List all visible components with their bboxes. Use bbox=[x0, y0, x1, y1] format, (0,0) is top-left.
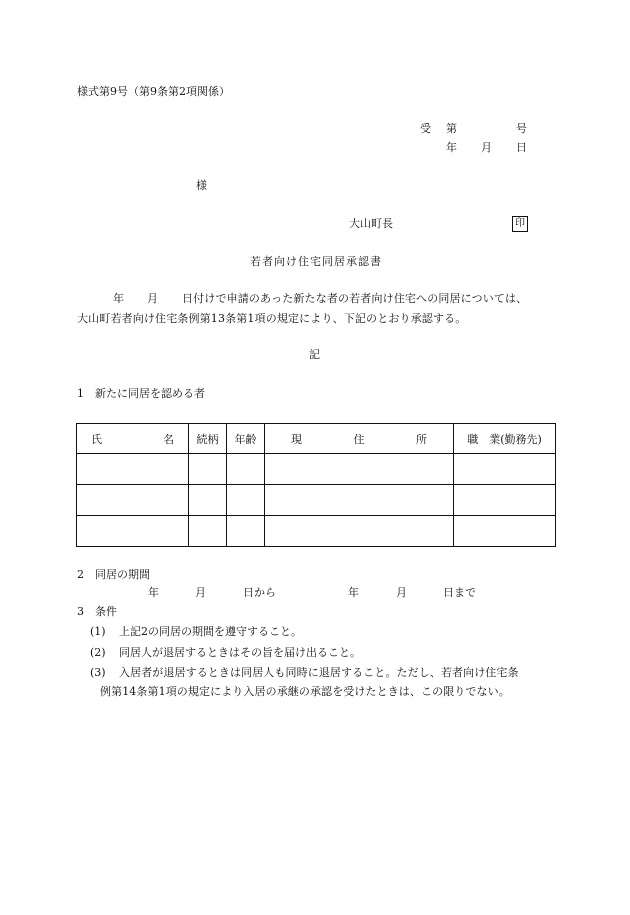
cell-relation[interactable] bbox=[189, 485, 227, 516]
cell-age[interactable] bbox=[227, 454, 265, 485]
ki-heading: 記 bbox=[309, 348, 320, 361]
section-1-number: 1 bbox=[77, 387, 84, 400]
cell-age[interactable] bbox=[227, 516, 265, 547]
condition-3-number: (3) bbox=[90, 666, 106, 679]
body-date-year: 年 bbox=[113, 292, 124, 305]
table-row bbox=[77, 485, 556, 516]
body-line1: 日付けで申請のあった新たな者の若者向け住宅への同居については、 bbox=[182, 292, 528, 305]
cell-occupation[interactable] bbox=[454, 485, 556, 516]
cell-relation[interactable] bbox=[189, 516, 227, 547]
table-header-row bbox=[77, 424, 556, 454]
section-2-label: 同居の期間 bbox=[95, 568, 150, 581]
table-row bbox=[77, 516, 556, 547]
document-title: 若者向け住宅同居承認書 bbox=[250, 255, 382, 268]
condition-3-continuation: 例第14条第1項の規定により入居の承継の承認を受けたときは、この限りでない。 bbox=[100, 685, 510, 698]
period-start-day: 日から bbox=[243, 586, 276, 599]
body-date-month: 月 bbox=[147, 292, 158, 305]
header-occupation: 職 業(勤務先) bbox=[454, 424, 556, 454]
header-address-1: 現 bbox=[291, 432, 302, 446]
cell-occupation[interactable] bbox=[454, 454, 556, 485]
issuer-name: 大山町長 bbox=[349, 217, 393, 230]
cell-relation[interactable] bbox=[189, 454, 227, 485]
section-2-number: 2 bbox=[77, 568, 84, 581]
period-end-day: 日まで bbox=[443, 586, 476, 599]
body-line2: 大山町若者向け住宅条例第13条第1項の規定により、下記のとおり承認する。 bbox=[77, 312, 467, 325]
header-relation: 続柄 bbox=[189, 424, 227, 454]
cell-occupation[interactable] bbox=[454, 516, 556, 547]
header-name-last: 名 bbox=[163, 432, 174, 446]
cohabitant-table bbox=[76, 423, 556, 547]
condition-3-text: 入居者が退居するときは同居人も同時に退居すること。ただし、若者向け住宅条 bbox=[119, 666, 519, 679]
condition-2-text: 同居人が退居するときはその旨を届け出ること。 bbox=[119, 646, 361, 659]
section-1-label: 新たに同居を認める者 bbox=[95, 387, 205, 400]
cell-name[interactable] bbox=[77, 516, 189, 547]
receipt-year: 年 bbox=[446, 141, 457, 154]
header-address bbox=[265, 424, 454, 454]
cell-age[interactable] bbox=[227, 485, 265, 516]
condition-1-text: 上記2の同居の期間を遵守すること。 bbox=[119, 625, 302, 638]
condition-1-number: (1) bbox=[90, 625, 106, 638]
cell-name[interactable] bbox=[77, 454, 189, 485]
cell-address[interactable] bbox=[265, 485, 454, 516]
section-3-label: 条件 bbox=[95, 605, 117, 618]
addressee-suffix: 様 bbox=[196, 179, 207, 192]
header-address-3: 所 bbox=[416, 432, 427, 446]
header-address-2: 住 bbox=[353, 432, 365, 446]
form-number: 様式第9号（第9条第2項関係） bbox=[77, 85, 230, 98]
period-end-year: 年 bbox=[348, 586, 359, 599]
header-name-first: 氏 bbox=[91, 432, 102, 446]
condition-2-number: (2) bbox=[90, 646, 106, 659]
cell-address[interactable] bbox=[265, 454, 454, 485]
receipt-uke: 受 bbox=[420, 122, 431, 135]
header-age: 年齢 bbox=[227, 424, 265, 454]
seal-stamp: 印 bbox=[512, 216, 528, 232]
header-name bbox=[77, 424, 189, 454]
table-row bbox=[77, 454, 556, 485]
period-end-month: 月 bbox=[396, 586, 407, 599]
cell-name[interactable] bbox=[77, 485, 189, 516]
receipt-day: 日 bbox=[516, 141, 527, 154]
period-start-month: 月 bbox=[195, 586, 206, 599]
section-3-number: 3 bbox=[77, 605, 84, 618]
period-start-year: 年 bbox=[148, 586, 159, 599]
cell-address[interactable] bbox=[265, 516, 454, 547]
receipt-month: 月 bbox=[481, 141, 492, 154]
receipt-go: 号 bbox=[516, 122, 527, 135]
receipt-dai: 第 bbox=[446, 122, 457, 135]
